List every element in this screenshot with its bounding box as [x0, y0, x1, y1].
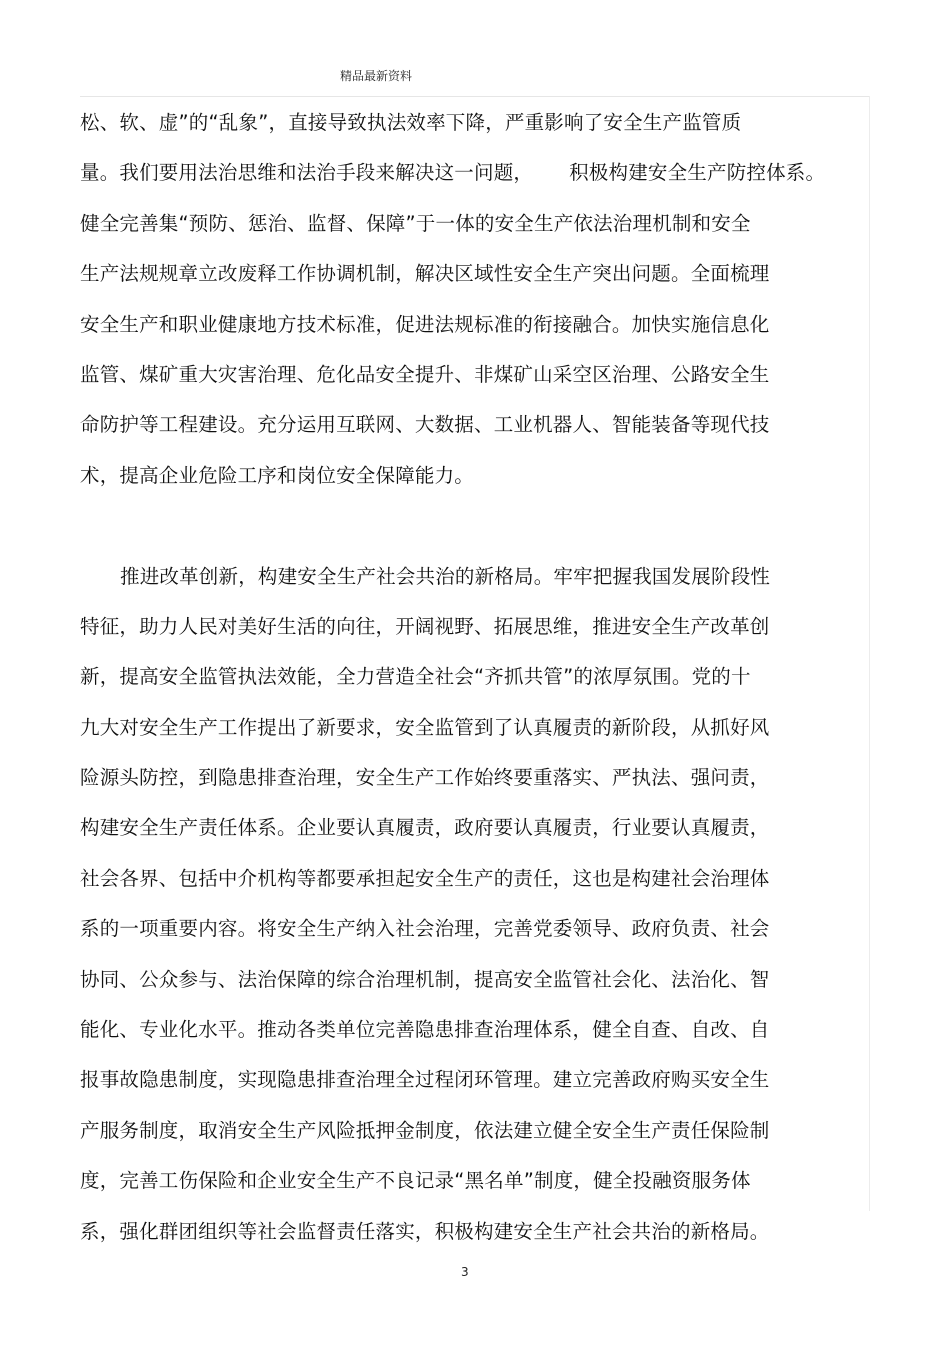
text-line-16: 系的一项重要内容。将安全生产纳入社会治理，完善党委领导、政府负责、社会 [80, 917, 770, 941]
text-line-2 [80, 148, 870, 198]
text-line-2-part-2: 积极构建安全生产防控体系。 [569, 161, 826, 185]
text-line-6: 监管、煤矿重大灾害治理、危化品安全提升、非煤矿山采空区治理、公路安全生 [80, 362, 770, 386]
text-line-19: 报事故隐患制度，实现隐患排查治理全过程闭环管理。建立完善政府购买安全生 [80, 1068, 770, 1092]
text-line-21: 度，完善工伤保险和企业安全生产不良记录“黑名单”制度，健全投融资服务体 [80, 1169, 751, 1193]
text-line-1: 松、软、虚”的“乱象”，直接导致执法效率下降，严重影响了安全生产监管质 [80, 111, 742, 134]
header-divider [80, 96, 870, 97]
text-line-17: 协同、公众参与、法治保障的综合治理机制，提高安全监管社会化、法治化、智 [80, 967, 770, 991]
page-header-title: 精品最新资料 [340, 69, 413, 83]
text-line-3: 健全完善集“预防、惩治、监督、保障”于一体的安全生产依法治理机制和安全 [80, 211, 751, 235]
text-line-18: 能化、专业化水平。推动各类单位完善隐患排查治理体系，健全自查、自改、自 [80, 1018, 770, 1042]
text-line-4: 生产法规规章立改废释工作协调机制，解决区域性安全生产突出问题。全面梳理 [80, 262, 770, 286]
text-line-5: 安全生产和职业健康地方技术标准，促进法规标准的衔接融合。加快实施信息化 [80, 312, 770, 336]
text-line-2-part-1: 量。我们要用法治思维和法治手段来解决这一问题， [80, 161, 534, 185]
text-line-12: 九大对安全生产工作提出了新要求，安全监管到了认真履责的新阶段，从抓好风 [80, 715, 770, 739]
text-line-13: 险源头防控，到隐患排查治理，安全生产工作始终要重落实、严执法、强问责， [80, 766, 770, 790]
text-line-20: 产服务制度，取消安全生产风险抵押金制度，依法建立健全安全生产责任保险制 [80, 1118, 770, 1142]
text-line-8: 术，提高企业危险工序和岗位安全保障能力。 [80, 463, 475, 487]
text-line-7: 命防护等工程建设。充分运用互联网、大数据、工业机器人、智能装备等现代技 [80, 413, 770, 437]
text-line-9: 推进改革创新，构建安全生产社会共治的新格局。牢牢把握我国发展阶段性 [120, 564, 771, 588]
text-line-15: 社会各界、包括中介机构等都要承担起安全生产的责任，这也是构建社会治理体 [80, 866, 770, 890]
page-number: 3 [461, 1265, 469, 1279]
paragraph-spacer [80, 501, 870, 551]
text-line-22: 系，强化群团组织等社会监督责任落实，积极构建安全生产社会共治的新格局。 [80, 1219, 770, 1243]
document-body [80, 98, 870, 1257]
text-line-14: 构建安全生产责任体系。企业要认真履责，政府要认真履责，行业要认真履责， [80, 816, 770, 840]
text-line-11: 新，提高安全监管执法效能，全力营造全社会“齐抓共管”的浓厚氛围。党的十 [80, 665, 751, 689]
text-line-10: 特征，助力人民对美好生活的向往，开阔视野、拓展思维，推进安全生产改革创 [80, 614, 770, 638]
